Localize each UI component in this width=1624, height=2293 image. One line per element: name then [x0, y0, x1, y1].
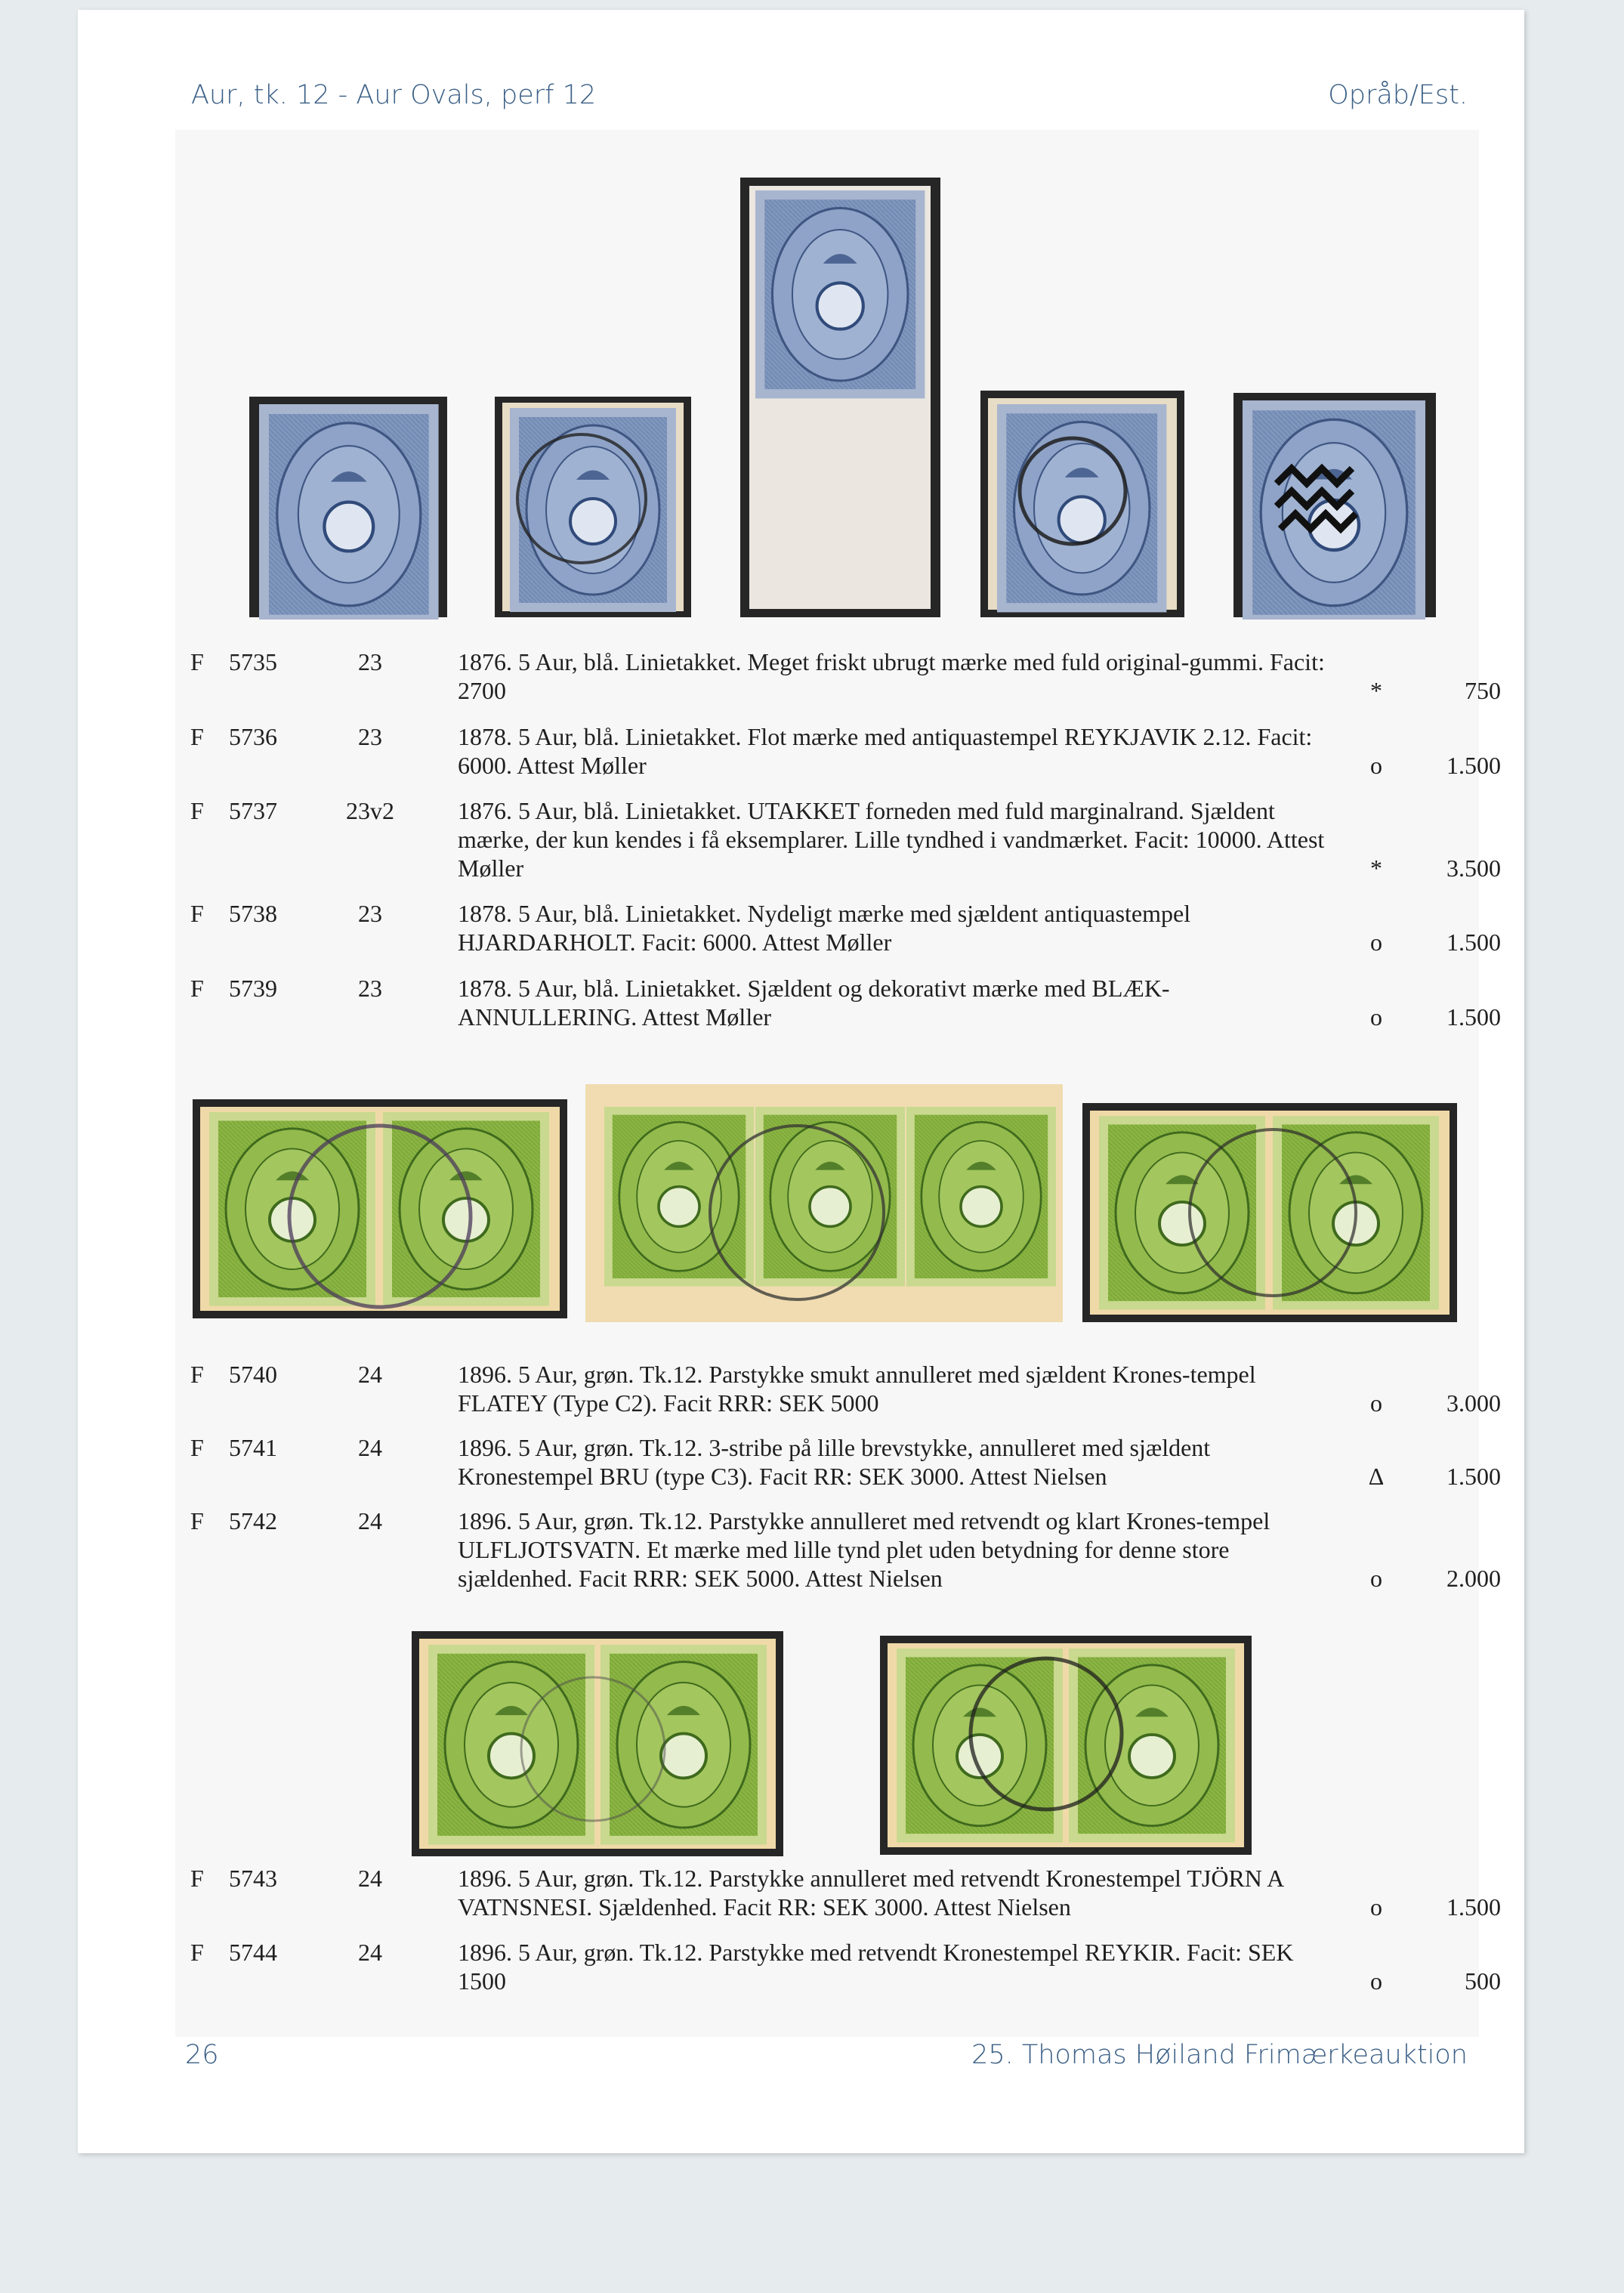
lot-row — [190, 1360, 1505, 1420]
estimate-column-header: Opråb/Est. — [1328, 80, 1468, 110]
lot-number: 5738 — [229, 900, 277, 927]
catalog-number: 24 — [358, 1507, 382, 1534]
catalog-number: 23 — [358, 648, 382, 675]
lot-row — [190, 722, 1505, 783]
estimate: 3.000 — [1446, 1389, 1501, 1417]
estimate: 500 — [1465, 1967, 1501, 1995]
lot-row — [190, 899, 1505, 960]
condition-symbol: o — [1370, 752, 1382, 779]
page-number: 26 — [185, 2040, 219, 2070]
lot-description: 1896. 5 Aur, grøn. Tk.12. Parstykke med retvendt Kronestempel REYKIR. Facit: SEK 1500 — [458, 1939, 1294, 1995]
lot-description: 1876. 5 Aur, blå. Linietakket. Meget friskt ubrugt mærke med fuld original-gummi. Facit: 2700 — [458, 648, 1325, 704]
lot-description: 1876. 5 Aur, blå. Linietakket. UTAKKET forneden med fuld marginalrand. Sjældent mærke, der kun kendes i få eksemplarer. Lille tyndhed i vandmærket. Facit: 10000. Attest Møller — [458, 797, 1325, 882]
section-title: Aur, tk. 12 - Aur Ovals, perf 12 — [191, 80, 597, 110]
estimate: 3.500 — [1446, 854, 1501, 882]
lot-number: 5736 — [229, 723, 277, 750]
catalog-number: 24 — [358, 1361, 382, 1388]
lot-number: 5743 — [229, 1865, 277, 1892]
lot-description: 1878. 5 Aur, blå. Linietakket. Flot mærke med antiquastempel REYKJAVIK 2.12. Facit: 6000. Attest Møller — [458, 723, 1313, 779]
condition-symbol: * — [1370, 854, 1382, 882]
footer-title: 25. Thomas Høiland Frimærkeauktion — [971, 2040, 1468, 2070]
lot-description: 1896. 5 Aur, grøn. Tk.12. Parstykke smukt annulleret med sjældent Krones-tempel FLATEY (Type C2). Facit RRR: SEK 5000 — [458, 1361, 1256, 1417]
lot-description: 1878. 5 Aur, blå. Linietakket. Nydeligt mærke med sjældent antiquastempel HJARDARHOLT. Facit: 6000. Attest Møller — [458, 900, 1191, 956]
lot-number: 5741 — [229, 1434, 277, 1461]
lot-description: 1896. 5 Aur, grøn. Tk.12. 3-stribe på lille brevstykke, annulleret med sjældent Kronestempel BRU (type C3). Facit RR: SEK 3000. Attest Nielsen — [458, 1434, 1211, 1490]
condition-symbol: Δ — [1368, 1463, 1385, 1490]
lot-description: 1896. 5 Aur, grøn. Tk.12. Parstykke annulleret med retvendt og klart Krones-tempel ULFLJOTSVATN. Et mærke med lille tynd plet uden betydning for denne store sjældenhed. Facit RRR: SEK 5000. Attest Nielsen — [458, 1507, 1270, 1592]
lot-number: 5735 — [229, 648, 277, 675]
lot-description: 1896. 5 Aur, grøn. Tk.12. Parstykke annulleret med retvendt Kronestempel TJÖRN A VATNSNESI. Sjældenhed. Facit RR: SEK 3000. Attest Nielsen — [458, 1865, 1283, 1921]
lot-number: 5742 — [229, 1507, 277, 1534]
lot-prefix: F — [190, 975, 204, 1002]
condition-symbol: o — [1370, 1565, 1382, 1592]
lot-prefix: F — [190, 1507, 204, 1534]
catalog-number: 24 — [358, 1865, 382, 1892]
lot-number: 5740 — [229, 1361, 277, 1388]
lot-number: 5737 — [229, 797, 277, 824]
lot-prefix: F — [190, 1865, 204, 1892]
lot-prefix: F — [190, 723, 204, 750]
lot-prefix: F — [190, 797, 204, 824]
condition-symbol: * — [1370, 677, 1382, 704]
estimate: 1.500 — [1446, 1463, 1501, 1490]
catalog-number: 23v2 — [346, 797, 394, 824]
estimate: 1.500 — [1446, 929, 1501, 956]
lot-prefix: F — [190, 648, 204, 675]
lot-prefix: F — [190, 1361, 204, 1388]
lot-number: 5739 — [229, 975, 277, 1002]
condition-symbol: o — [1370, 1893, 1382, 1921]
condition-symbol: o — [1370, 929, 1382, 956]
lot-row — [190, 1433, 1505, 1494]
lot-description: 1878. 5 Aur, blå. Linietakket. Sjældent og dekorativt mærke med BLÆK-ANNULLERING. Attest Møller — [458, 975, 1170, 1031]
lot-row — [190, 1864, 1505, 1924]
estimate: 2.000 — [1446, 1565, 1501, 1592]
estimate: 1.500 — [1446, 1893, 1501, 1921]
catalog-number: 23 — [358, 900, 382, 927]
lot-prefix: F — [190, 1939, 204, 1966]
estimate: 750 — [1465, 677, 1501, 704]
estimate: 1.500 — [1446, 1003, 1501, 1031]
catalog-number: 23 — [358, 975, 382, 1002]
catalog-number: 24 — [358, 1434, 382, 1461]
green-pairs-photo — [193, 1084, 1462, 1333]
lot-row — [190, 1938, 1505, 1998]
lot-number: 5744 — [229, 1939, 277, 1966]
condition-symbol: o — [1370, 1389, 1382, 1417]
blue-stamps-photo — [249, 174, 1443, 620]
condition-symbol: o — [1370, 1967, 1382, 1995]
estimate: 1.500 — [1446, 752, 1501, 779]
green-pairs-photo-2 — [412, 1628, 1265, 1859]
condition-symbol: o — [1370, 1003, 1382, 1031]
lot-prefix: F — [190, 900, 204, 927]
lot-prefix: F — [190, 1434, 204, 1461]
lot-row — [190, 974, 1505, 1034]
catalog-number: 23 — [358, 723, 382, 750]
lot-row — [190, 1507, 1505, 1596]
catalog-number: 24 — [358, 1939, 382, 1966]
lot-row — [190, 796, 1505, 885]
lot-row — [190, 647, 1505, 708]
